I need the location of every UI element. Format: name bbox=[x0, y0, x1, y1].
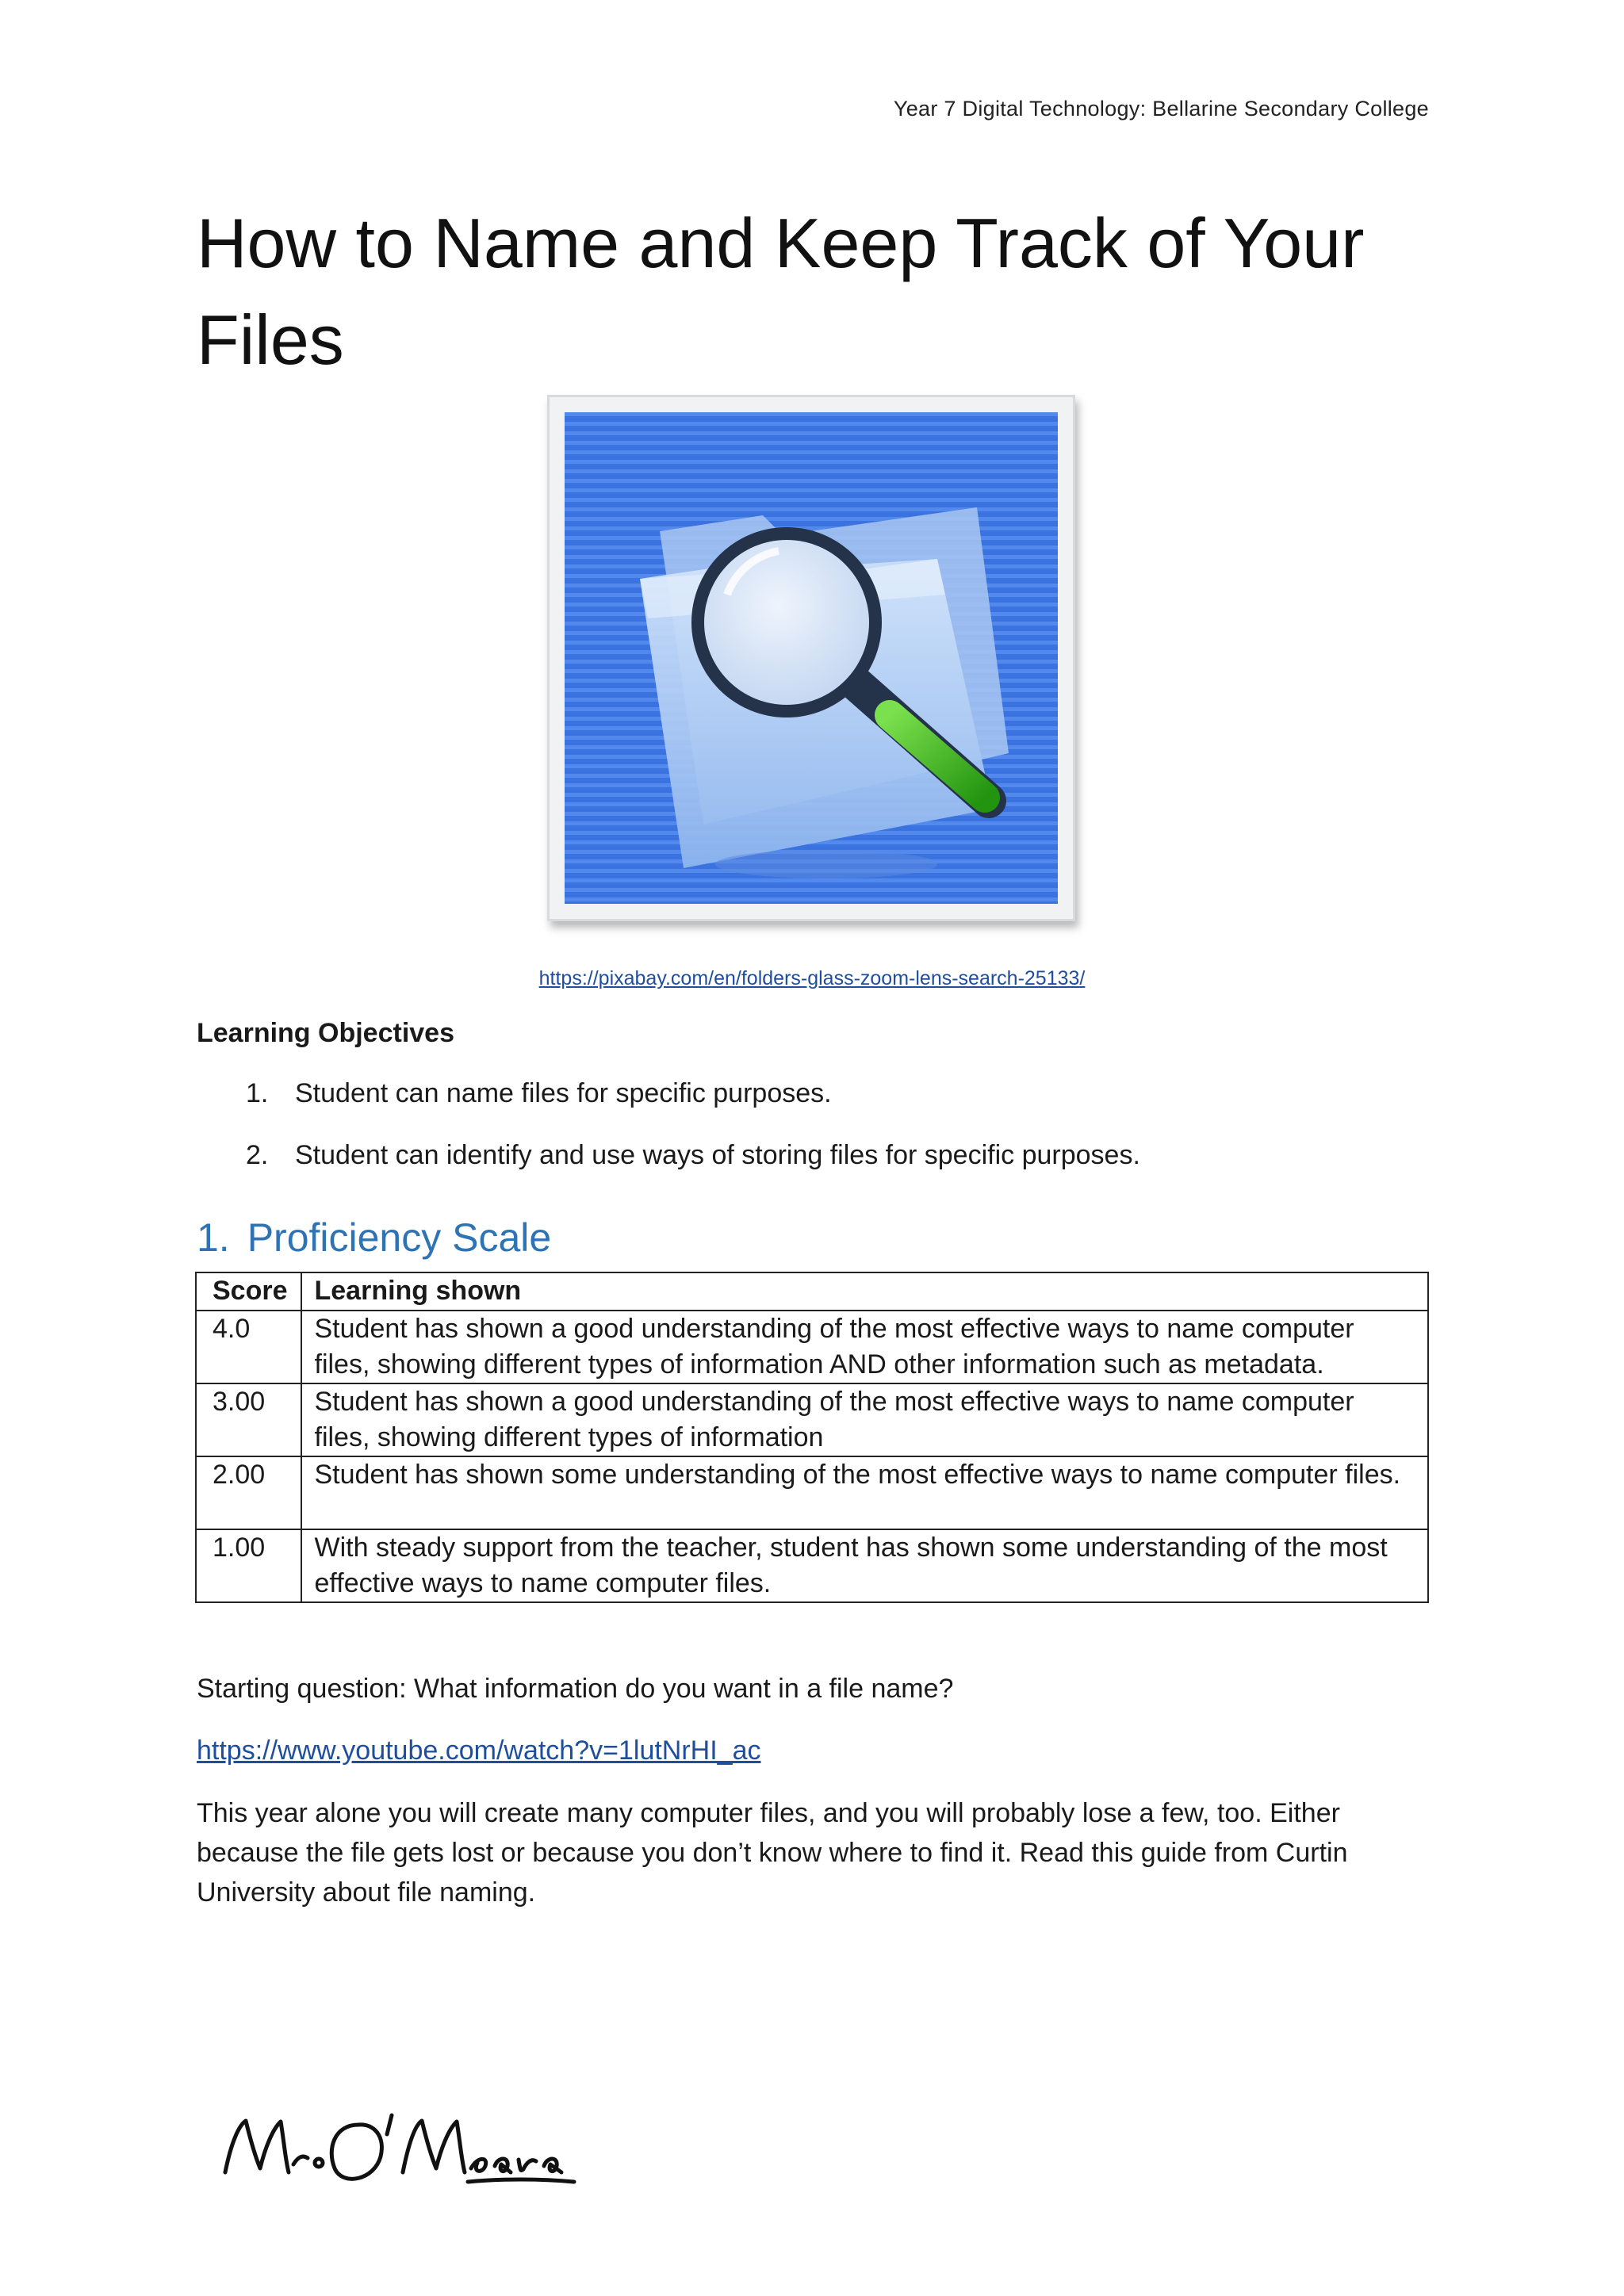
learning-cell: With steady support from the teacher, student has shown some understanding of the most effective ways to name computer files. bbox=[301, 1529, 1429, 1602]
table-row bbox=[196, 1383, 1428, 1456]
learning-cell: Student has shown a good understanding of the most effective ways to name computer files, showing different types of information AND other information such as metadata. bbox=[301, 1311, 1429, 1383]
score-cell: 1.00 bbox=[196, 1529, 301, 1602]
section-number: 1. bbox=[197, 1215, 230, 1260]
section-title: Proficiency Scale bbox=[247, 1215, 552, 1260]
page-header: Year 7 Digital Technology: Bellarine Secondary College bbox=[893, 97, 1429, 121]
table-row bbox=[196, 1456, 1428, 1529]
image-credit bbox=[0, 967, 1624, 990]
image-credit-link[interactable]: https://pixabay.com/en/folders-glass-zoom-lens-search-25133/ bbox=[538, 967, 1086, 989]
list-number: 1. bbox=[246, 1078, 269, 1108]
score-cell: 3.00 bbox=[196, 1383, 301, 1456]
table-row bbox=[196, 1529, 1428, 1602]
intro-paragraph: This year alone you will create many computer files, and you will probably lose a few, too. Either because the file gets lost or because you don’t know where to find it. Read this guide from Curtin University about file naming. bbox=[197, 1798, 1348, 1908]
video-link[interactable]: https://www.youtube.com/watch?v=1lutNrHI_ac bbox=[197, 1735, 761, 1766]
score-cell: 2.00 bbox=[196, 1456, 301, 1529]
score-cell: 4.0 bbox=[196, 1311, 301, 1383]
folder-magnifying-glass-icon bbox=[565, 412, 1058, 904]
hero-image bbox=[547, 395, 1075, 921]
column-header-score: Score bbox=[196, 1272, 301, 1311]
page-title: How to Name and Keep Track of Your Files bbox=[197, 204, 1365, 379]
starting-question: Starting question: What information do you want in a file name? bbox=[197, 1674, 954, 1704]
learning-cell: Student has shown a good understanding of the most effective ways to name computer files, showing different types of information bbox=[301, 1383, 1429, 1456]
list-number: 2. bbox=[246, 1140, 269, 1170]
signature-image bbox=[216, 2093, 596, 2196]
list-text: Student can name files for specific purposes. bbox=[295, 1078, 832, 1108]
section-heading bbox=[197, 1215, 551, 1261]
learning-objectives-heading: Learning Objectives bbox=[197, 1018, 454, 1048]
list-text: Student can identify and use ways of storing files for specific purposes. bbox=[295, 1140, 1140, 1170]
table-row bbox=[196, 1311, 1428, 1383]
table-header-row bbox=[196, 1272, 1428, 1311]
column-header-learning: Learning shown bbox=[301, 1272, 1429, 1311]
proficiency-table bbox=[195, 1272, 1429, 1603]
learning-cell: Student has shown some understanding of the most effective ways to name computer files. bbox=[301, 1456, 1429, 1529]
